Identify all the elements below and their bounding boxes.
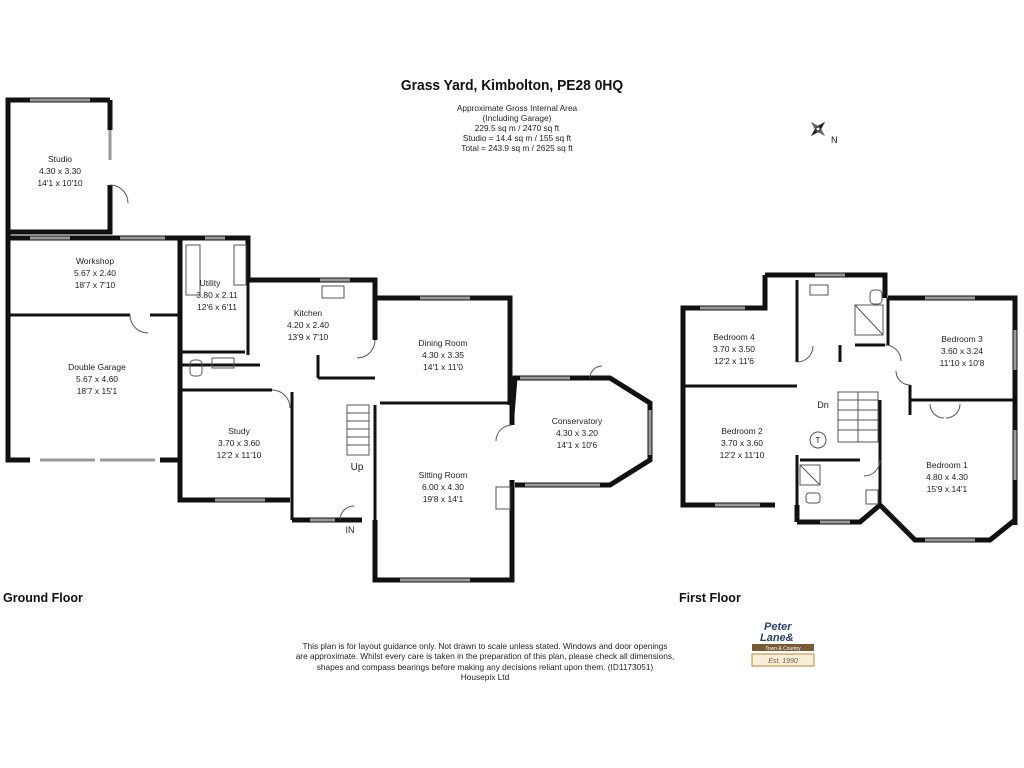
- first-floor-walls: [683, 275, 1015, 540]
- disclaimer-line: Housepix Ltd: [460, 672, 510, 683]
- room-metric: 6.00 x 4.30: [421, 482, 465, 492]
- compass-north-label: N: [831, 135, 838, 145]
- logo-tagline: Town & Country: [765, 646, 801, 652]
- room-name: Utility: [199, 278, 221, 288]
- stairs-up-label: Up: [350, 462, 364, 473]
- room-name: Kitchen: [293, 308, 323, 318]
- room-dining-room: [418, 338, 467, 372]
- room-metric: 5.67 x 4.60: [75, 374, 119, 384]
- room-imperial: 11'10 x 10'8: [939, 358, 985, 368]
- room-kitchen: [287, 308, 329, 342]
- area-line: Approximate Gross Internal Area: [456, 103, 578, 113]
- room-metric: 5.67 x 2.40: [73, 268, 117, 278]
- room-study: [217, 426, 262, 460]
- room-utility: [196, 278, 238, 312]
- room-metric: 4.30 x 3.20: [555, 428, 599, 438]
- room-metric: 3.70 x 3.60: [720, 438, 764, 448]
- room-name: Double Garage: [68, 362, 126, 372]
- cupboard-label: T: [815, 436, 821, 445]
- area-line: Studio = 14.4 sq m / 155 sq ft: [462, 133, 572, 143]
- room-double-garage: [68, 362, 126, 396]
- room-imperial: 12'2 x 11'6: [714, 356, 754, 366]
- first-floor-label: First Floor: [679, 591, 741, 605]
- room-bedroom-4: [713, 332, 755, 366]
- room-name: Study: [228, 426, 250, 436]
- room-metric: 4.30 x 3.35: [421, 350, 465, 360]
- entrance-label: IN: [345, 525, 355, 535]
- room-bedroom-3: [940, 334, 985, 368]
- room-name: Studio: [47, 154, 73, 164]
- staircase: [347, 405, 369, 455]
- area-line: 229.5 sq m / 2470 sq ft: [474, 123, 560, 133]
- room-imperial: 14'1 x 10'6: [556, 440, 598, 450]
- room-metric: 3.70 x 3.50: [712, 344, 756, 354]
- room-name: Conservatory: [551, 416, 603, 426]
- room-imperial: 18'7 x 7'10: [74, 280, 116, 290]
- room-workshop: [74, 256, 116, 290]
- room-imperial: 14'1 x 10'10: [37, 178, 83, 188]
- area-line: Total = 243.9 sq m / 2625 sq ft: [461, 143, 573, 153]
- room-imperial: 19'8 x 14'1: [422, 494, 464, 504]
- room-imperial: 18'7 x 15'1: [76, 386, 118, 396]
- room-imperial: 12'2 x 11'10: [216, 450, 262, 460]
- room-metric: 3.70 x 3.60: [217, 438, 261, 448]
- disclaimer-line: This plan is for layout guidance only. Not drawn to scale unless stated. Windows and door openings: [302, 641, 668, 651]
- room-name: Bedroom 4: [713, 332, 755, 342]
- room-metric: 4.80 x 4.30: [925, 472, 969, 482]
- room-imperial: 14'1 x 11'0: [423, 362, 463, 372]
- ground-floor-walls: [8, 100, 650, 580]
- disclaimer-line: shapes and compass bearings before making any decisions reliant upon them. (ID1173051): [316, 661, 654, 672]
- room-conservatory: [552, 416, 603, 450]
- logo-est: Est. 1990: [768, 658, 798, 665]
- room-studio: [37, 154, 83, 188]
- agency-logo: [744, 618, 820, 672]
- disclaimer: [285, 641, 685, 683]
- room-imperial: 12'6 x 6'11: [197, 302, 237, 312]
- room-name: Dining Room: [418, 338, 468, 348]
- stairs-down-label: Dn: [817, 400, 829, 410]
- room-name: Workshop: [75, 256, 115, 266]
- disclaimer-line: are approximate. Whilst every care is taken in the preparation of this plan, please check all dimensions,: [295, 651, 675, 662]
- logo-line1: Peter: [764, 621, 792, 633]
- ground-floor-room-labels: [37, 154, 603, 535]
- ground-floor-windows: [30, 100, 650, 580]
- room-sitting-room: [419, 470, 468, 504]
- area-line: (Including Garage): [482, 113, 552, 123]
- room-metric: 4.20 x 2.40: [286, 320, 330, 330]
- room-metric: 3.80 x 2.11: [196, 290, 238, 300]
- room-name: Bedroom 1: [926, 460, 968, 470]
- room-imperial: 12'2 x 11'10: [719, 450, 765, 460]
- ground-floor-label: Ground Floor: [3, 591, 83, 605]
- first-floor-room-labels: [713, 332, 985, 494]
- room-bedroom-1: [926, 460, 968, 494]
- room-metric: 3.60 x 3.24: [940, 346, 984, 356]
- room-imperial: 15'9 x 14'1: [926, 484, 968, 494]
- room-name: Sitting Room: [418, 470, 468, 480]
- plan-title: Grass Yard, Kimbolton, PE28 0HQ: [400, 77, 624, 94]
- logo-line2: Lane&: [760, 632, 794, 644]
- room-metric: 4.30 x 3.30: [38, 166, 82, 176]
- room-name: Bedroom 2: [721, 426, 763, 436]
- room-imperial: 13'9 x 7'10: [287, 332, 329, 342]
- room-bedroom-2: [720, 426, 765, 460]
- room-name: Bedroom 3: [941, 334, 983, 344]
